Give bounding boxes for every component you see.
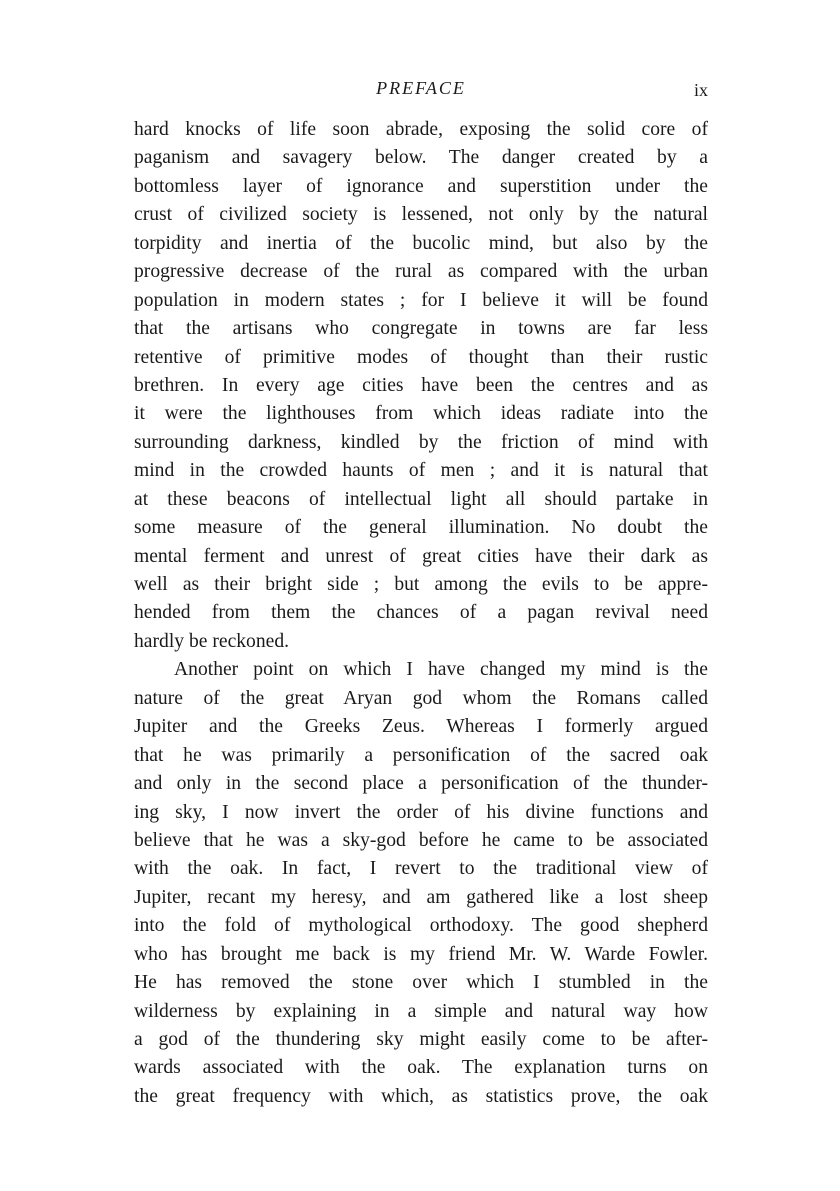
text-line: hended from them the chances of a pagan revival need	[134, 602, 708, 624]
text-line: torpidity and inertia of the bucolic mind, but also by the	[134, 232, 708, 254]
text-line: population in modern states ; for I believe it will be found	[134, 289, 708, 311]
text-line: paganism and savagery below. The danger created by a	[134, 147, 708, 169]
text-line: bottomless layer of ignorance and superstition under the	[134, 175, 708, 197]
text-line: Jupiter, recant my heresy, and am gathered like a lost sheep	[134, 886, 708, 908]
text-line: Jupiter and the Greeks Zeus. Whereas I formerly argued	[134, 716, 708, 738]
running-head: PREFACE	[376, 78, 466, 98]
text-line: ing sky, I now invert the order of his divine functions and	[134, 801, 708, 823]
body-text	[134, 116, 708, 1111]
text-line: into the fold of mythological orthodoxy. The good shepherd	[134, 915, 708, 937]
text-line: mental ferment and unrest of great cities have their dark as	[134, 545, 708, 567]
text-line: wilderness by explaining in a simple and natural way how	[134, 1000, 708, 1022]
text-line: progressive decrease of the rural as compared with the urban	[134, 261, 708, 283]
page-number: ix	[693, 80, 708, 100]
paragraph-end-line: hardly be reckoned.	[134, 630, 290, 652]
page-header	[134, 78, 708, 102]
text-line: at these beacons of intellectual light all should partake in	[134, 488, 708, 510]
text-line: surrounding darkness, kindled by the friction of mind with	[134, 431, 708, 453]
text-line: that the artisans who congregate in towns are far less	[134, 318, 708, 340]
text-line: wards associated with the oak. The explanation turns on	[134, 1057, 708, 1079]
text-line: some measure of the general illumination. No doubt the	[134, 517, 708, 539]
text-line: crust of civilized society is lessened, not only by the natural	[134, 204, 708, 226]
text-line: well as their bright side ; but among the evils to be appre-	[134, 574, 708, 595]
text-line: that he was primarily a personification of the sacred oak	[134, 744, 708, 766]
text-line: nature of the great Aryan god whom the Romans called	[134, 687, 708, 709]
text-line: the great frequency with which, as statistics prove, the oak	[134, 1085, 708, 1107]
text-line: who has brought me back is my friend Mr. W. Warde Fowler.	[134, 943, 708, 965]
text-line: hard knocks of life soon abrade, exposing the solid core of	[134, 119, 708, 140]
text-line: retentive of primitive modes of thought than their rustic	[134, 346, 708, 368]
text-line: mind in the crowded haunts of men ; and it is natural that	[134, 460, 708, 482]
text-line: He has removed the stone over which I stumbled in the	[134, 972, 708, 994]
text-line: and only in the second place a personification of the thunder-	[134, 773, 708, 795]
text-line: believe that he was a sky-god before he came to be associated	[134, 829, 708, 851]
text-line: with the oak. In fact, I revert to the traditional view of	[134, 858, 708, 880]
text-line: a god of the thundering sky might easily come to be after-	[134, 1029, 708, 1050]
text-line: brethren. In every age cities have been the centres and as	[134, 374, 708, 396]
text-line: it were the lighthouses from which ideas radiate into the	[134, 403, 708, 425]
paragraph-first-line: Another point on which I have changed my mind is the	[174, 659, 708, 681]
